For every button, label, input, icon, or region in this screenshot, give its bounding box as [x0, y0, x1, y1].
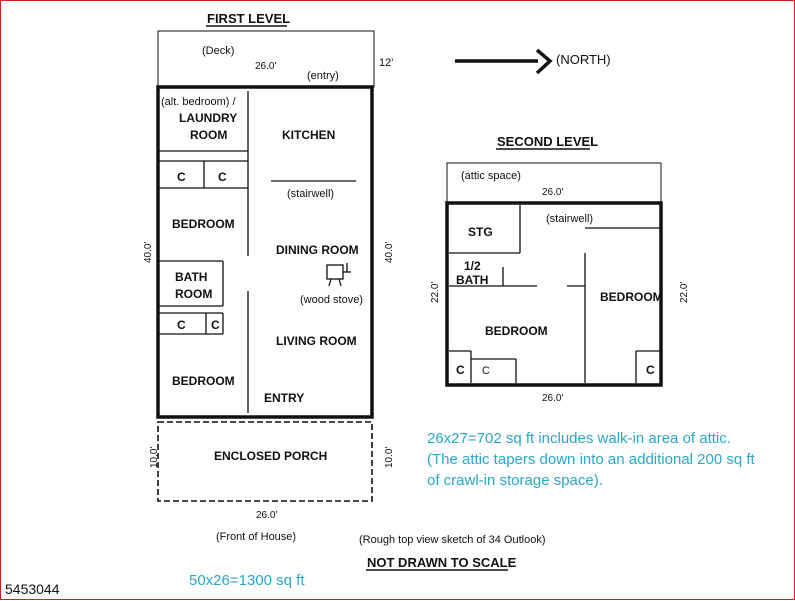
- north-label: (NORTH): [556, 52, 611, 67]
- second-closet-2-label: C: [482, 365, 490, 377]
- sketch-note: (Rough top view sketch of 34 Outlook): [359, 534, 546, 546]
- second-stairwell-label: (stairwell): [546, 213, 594, 225]
- wood-stove-label: (wood stove): [300, 294, 363, 306]
- bath-label: BATH: [175, 270, 208, 284]
- front-of-house-label: (Front of House): [216, 531, 297, 543]
- bedroom-2-label: BEDROOM: [172, 374, 235, 388]
- wood-stove-icon: [327, 263, 351, 286]
- floor-plan-diagram: [1, 1, 795, 601]
- half-bath-label-2: BATH: [456, 273, 489, 287]
- not-to-scale-label: NOT DRAWN TO SCALE: [367, 555, 517, 570]
- laundry-label: LAUNDRY: [179, 111, 238, 125]
- stg-label: STG: [468, 225, 493, 239]
- kitchen-label: KITCHEN: [282, 128, 336, 142]
- closet-3-label: C: [177, 318, 186, 332]
- left-length-dimension: 40.0': [143, 241, 154, 263]
- second-level-area-line-2: (The attic tapers down into an additional 200 sq ft: [427, 451, 755, 468]
- bath-room-label: ROOM: [175, 287, 213, 301]
- closet-4-label: C: [211, 318, 220, 332]
- enclosed-porch-label: ENCLOSED PORCH: [214, 449, 328, 463]
- second-closet-3-label: C: [646, 363, 655, 377]
- second-left-depth-dimension: 22.0': [430, 281, 441, 303]
- dining-room-label: DINING ROOM: [276, 243, 359, 257]
- first-level-title: FIRST LEVEL: [207, 11, 291, 26]
- first-level-width-dimension: 26.0': [256, 510, 278, 521]
- second-level-area-line-1: 26x27=702 sq ft includes walk-in area of attic.: [427, 430, 731, 447]
- attic-space-label: (attic space): [461, 170, 521, 182]
- second-right-depth-dimension: 22.0': [679, 281, 690, 303]
- deck-width-dimension: 26.0': [255, 61, 277, 72]
- closet-2-label: C: [218, 170, 227, 184]
- second-bedroom-east-label: BEDROOM: [600, 290, 663, 304]
- porch-left-dimension: 10.0': [149, 446, 160, 468]
- laundry-room-label: ROOM: [190, 128, 228, 142]
- entry-top-label: (entry): [307, 70, 339, 82]
- second-level-area-line-3: of crawl-in storage space).: [427, 472, 603, 489]
- closet-1-label: C: [177, 170, 186, 184]
- living-room-label: LIVING ROOM: [276, 334, 357, 348]
- second-bedroom-west-label: BEDROOM: [485, 324, 548, 338]
- deck-outline: [158, 31, 374, 87]
- bedroom-1-label: BEDROOM: [172, 217, 235, 231]
- second-level-width-dimension: 26.0': [542, 393, 564, 404]
- half-bath-label-1: 1/2: [464, 259, 481, 273]
- right-length-dimension: 40.0': [384, 241, 395, 263]
- attic-width-dimension: 26.0': [542, 187, 564, 198]
- first-level-area-note: 50x26=1300 sq ft: [189, 572, 305, 589]
- second-closet-1-label: C: [456, 363, 465, 377]
- north-arrow-icon: [455, 50, 550, 73]
- deck-depth-dimension: 12': [379, 57, 394, 69]
- listing-id: 5453044: [5, 581, 60, 597]
- alt-bedroom-label: (alt. bedroom) /: [161, 96, 236, 108]
- deck-label: (Deck): [202, 45, 235, 57]
- porch-right-dimension: 10.0': [384, 446, 395, 468]
- stairwell-label: (stairwell): [287, 188, 335, 200]
- second-level-title: SECOND LEVEL: [497, 134, 599, 149]
- entry-label: ENTRY: [264, 391, 305, 405]
